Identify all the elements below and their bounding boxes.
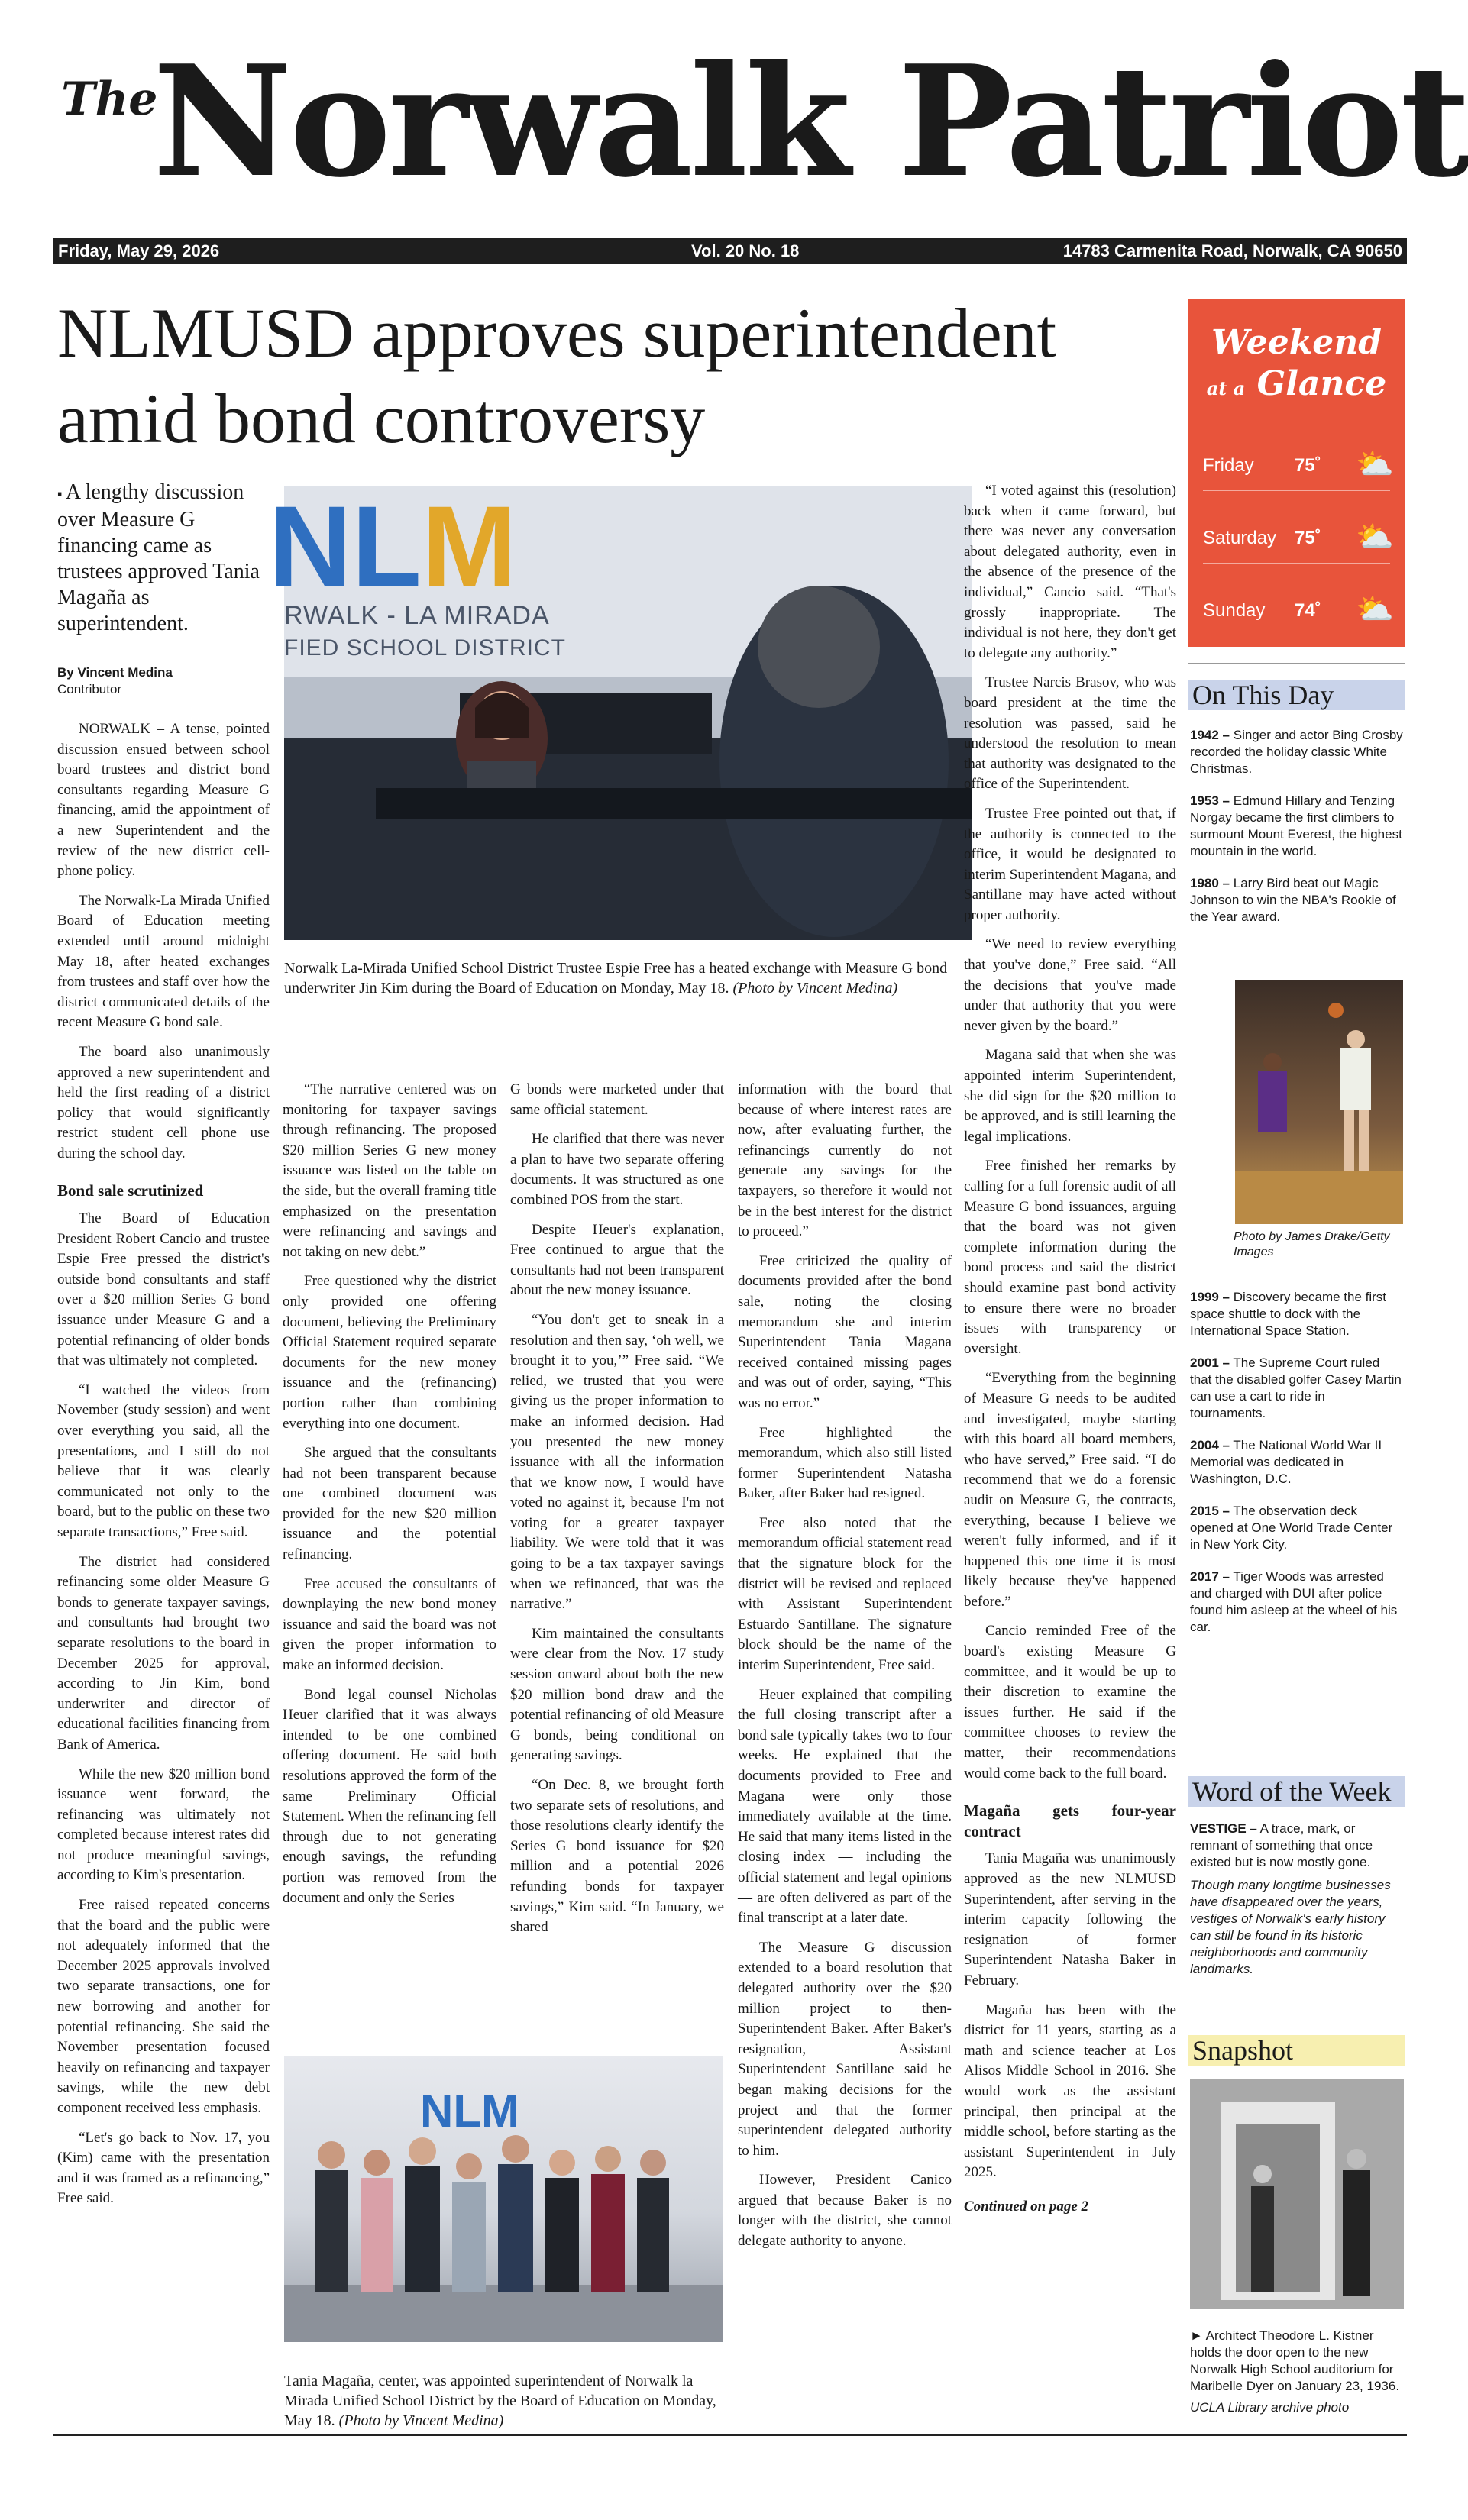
event-text: The National World War II Memorial was dedicated in Washington, D.C. (1190, 1438, 1382, 1486)
bullet-icon: ▪ (57, 486, 66, 502)
event-year: 2004 – (1190, 1438, 1230, 1452)
snapshot-credit: UCLA Library archive photo (1190, 2400, 1350, 2415)
paragraph: The Measure G discussion extended to a board resolution that delegated authority over the $20 million project to then-Superintendent Baker. After Baker's resignation, Assistant Superintendent Santillane said he began making decisions for the project and that the former superintendent delegated authority to him. (738, 1939, 952, 2159)
byline-author: By Vincent Medina (57, 665, 173, 680)
paragraph: “You don't get to sneak in a resolution and then say, ‘oh well, we brought it to you,’” Free said. “We relied, we trusted that you were giving us the proper information to make an informed decision. Had you presented the new money issuance with all the information that we know now, I would have voted no against it, because I'm not voting for a greater taxpayer liability. We were told that it was going to be a tax taxpayer savings when we refinanced, that was the narrative.” (510, 1311, 724, 1613)
word-example: Though many longtime businesses have disappeared over the years, vestiges of Norwalk's early history can still be found in its historic neighborhoods and community landmarks. (1190, 1878, 1391, 1976)
subhead-bond-sale: Bond sale scrutinized (57, 1181, 204, 1200)
photo2-caption (284, 2371, 723, 2431)
paragraph: “The narrative centered was on monitoring for taxpayer savings through refinancing. The proposed $20 million Series G new money issuance was listed on the table on the side, but the overall framing title emphasized on the presentation were refinancing and savings and not taking on new debt.” (283, 1081, 496, 1260)
weekend-title-top: Weekend (1211, 323, 1382, 362)
event-year: 1999 – (1190, 1290, 1230, 1304)
photo-superintendent-group (284, 2056, 723, 2342)
paragraph: “I watched the videos from November (study session) and went over everything you said, all the presentations, and I still do not believe that it was clearly communicated not only to the board, but to the public on these two separate transactions,” Free said. (57, 1381, 270, 1540)
article-column-3 (510, 1080, 724, 1947)
weather-row-friday (1203, 444, 1394, 491)
on-this-day-item (1190, 1569, 1404, 1636)
event-text: Edmund Hillary and Tenzing Norgay became the first climbers to surmount Mount Everest, the highest mountain in the world. (1190, 793, 1402, 858)
paragraph: “On Dec. 8, we brought forth two separate sets of resolutions, and those resolutions clearly identify the Series G bond issuance for $20 million and a potential 2026 refunding bonds for taxpayer savings,” Kim said. “In January, we shared (510, 1777, 724, 1936)
byline (57, 664, 271, 698)
paragraph: Magana said that when she was appointed interim Superintendent, she did sign for the $20 million to be approved, and is still learning the legal implications. (964, 1047, 1176, 1145)
partly-cloudy-icon: ⛅ (1356, 520, 1394, 554)
event-year: 1953 – (1190, 793, 1230, 808)
on-this-day-item (1190, 793, 1404, 860)
article-column-1 (57, 719, 270, 2218)
photo-basketball (1235, 980, 1403, 1224)
word-term: VESTIGE – (1190, 1821, 1257, 1836)
event-year: 2017 – (1190, 1569, 1230, 1584)
weather-day: Saturday (1203, 528, 1277, 548)
on-this-day-list-b (1190, 1289, 1404, 1651)
photo1-credit: (Photo by Vincent Medina) (732, 980, 898, 997)
paragraph: He clarified that there was never a plan to have two separate offering documents. It was structured as one combined POS from the start. (510, 1131, 724, 1208)
paragraph: information with the board that because of where interest rates are now, after evaluating further, the refinancings currently do not generate any savings for the taxpayers, so therefore it would not be in the best interest for the district to proceed.” (738, 1081, 952, 1240)
word-of-week-title: Word of the Week (1188, 1776, 1405, 1807)
play-arrow-icon: ► (1190, 2328, 1206, 2343)
weather-temp: 74˚ (1295, 600, 1321, 621)
paragraph: Free also noted that the memorandum official statement read that the signature block for the district will be revised and replaced with Assistant Superintendent Estuardo Santillane. The signature block should be the name of the interim Superintendent, Free said. (738, 1514, 952, 1674)
continued-link[interactable]: Continued on page 2 (964, 2198, 1089, 2215)
paragraph: The Board of Education President Robert Cancio and trustee Espie Free pressed the district's outside bond consultants and staff over a $20 million Series G bond issuance under Measure G and a potential refinancing of older bonds that was ultimately not completed. (57, 1210, 270, 1369)
paragraph: Despite Heuer's explanation, Free continued to argue that the consultants had not been transparent about the new money issuance. (510, 1221, 724, 1299)
paragraph: Free finished her remarks by calling for a full forensic audit of all Measure G bond issuances, arguing that the board was not given complete information during the bond process and said the district should examine past bond activity to ensure there were no broader issues with transparency or oversight. (964, 1158, 1176, 1357)
paragraph: She argued that the consultants had not been transparent because one combined document was provided for the new $20 million issuance and the potential refinancing. (283, 1445, 496, 1563)
event-year: 2001 – (1190, 1355, 1230, 1370)
article-column-2 (283, 1080, 496, 1917)
photo-snapshot-archive (1190, 2079, 1404, 2309)
issue-date: Friday, May 29, 2026 (58, 241, 220, 260)
event-year: 2015 – (1190, 1504, 1230, 1518)
event-text: Discovery became the first space shuttle to dock with the International Space Station. (1190, 1290, 1387, 1338)
snapshot-title: Snapshot (1188, 2035, 1405, 2066)
photo1-sign-line2: FIED SCHOOL DISTRICT (284, 635, 566, 661)
photo-board-meeting (269, 482, 972, 940)
photo1-caption-text: Norwalk La-Mirada Unified School District Trustee Espie Free has a heated exchange with Measure G bond underwriter Jin Kim during the Board of Education on Monday, May 18. (284, 960, 948, 997)
partly-cloudy-icon: ⛅ (1356, 447, 1394, 481)
subhead-magana-contract: Magaña gets four-year contract (964, 1801, 1176, 1840)
photo2-caption-text: Tania Magaña, center, was appointed superintendent of Norwalk la Mirada Unified School District by the Board of Education on Monday, May 18. (284, 2373, 716, 2429)
paragraph: “Everything from the beginning of Measure G needs to be audited and investigated, maybe starting with this board all board members, who have served,” Free said. “I do recommend that we do a forensic audit on Measure G, the contracts, everything, because I believe we weren't fully informed, and if it happened this one time it is most likely because they've happened before.” (964, 1370, 1176, 1610)
headline: NLMUSD approves superintendent amid bond controversy (57, 294, 1057, 457)
paragraph: Trustee Free pointed out that, if the authority is connected to the office, it would be designated to interim Superintendent Magana, and Santillane may have acted without proper authority. (964, 805, 1176, 923)
weekend-at-a-glance (1188, 299, 1405, 647)
snapshot-caption (1190, 2328, 1404, 2416)
paragraph: The Norwalk-La Mirada Unified Board of Education meeting extended until around midnight May 18, after heated exchanges from trustees and staff over how the district communicated details of the recent Measure G bond sale. (57, 892, 270, 1031)
on-this-day-item (1190, 1289, 1404, 1339)
weather-day: Friday (1203, 455, 1254, 476)
weekend-title-bottom: Glance (1256, 364, 1387, 403)
paragraph: NORWALK – A tense, pointed discussion ensued between school board trustees and district bond consultants regarding Measure G financing, amid the appointment of a new Superintendent and the review of the new district cell-phone policy. (57, 721, 270, 880)
paragraph: Heuer explained that compiling the full closing transcript after a bond sale typically takes two to four weeks. He explained that the documents provided to Free and Magana were only those immediately available at the time. He said that many items listed in the closing index — including the official statement and legal opinions — are often delivered as part of the final transcript at a later date. (738, 1686, 952, 1927)
photo2-sign: NLM (420, 2085, 519, 2137)
on-this-day-item (1190, 1437, 1404, 1488)
bottom-rule (53, 2434, 1407, 2436)
paragraph: Free accused the consultants of downplaying the new bond money issuance and said the board was not given the proper information to make an informed decision. (283, 1575, 496, 1674)
on-this-day-item (1190, 875, 1404, 926)
byline-role: Contributor (57, 682, 122, 696)
event-text: Tiger Woods was arrested and charged with DUI after police found him asleep at the wheel of his car. (1190, 1569, 1398, 1634)
on-this-day-item (1190, 727, 1404, 777)
partly-cloudy-icon: ⛅ (1356, 593, 1394, 626)
weather-row-sunday (1203, 590, 1394, 635)
divider (1188, 663, 1405, 664)
paragraph: Tania Magaña was unanimously approved as the new NLMUSD Superintendent, after serving in the interim capacity following the resignation of former Superintendent Natasha Baker in February. (964, 1850, 1176, 1989)
paragraph: The district had considered refinancing some older Measure G bonds to generate taxpayer savings, and consultants had brought two separate resolutions to the board in December 2025 for approval, according to Jin Kim, bond underwriter and director of educational facilities financing from Bank of America. (57, 1553, 270, 1753)
word-of-week-body (1190, 1821, 1404, 1978)
on-this-day-item (1190, 1355, 1404, 1422)
article-column-5 (964, 481, 1176, 2218)
paragraph: Free criticized the quality of documents provided after the bond sale, noting the closing memorandum she and interim Superintendent Tania Magana received contained missing pages and was out of order, saying, “This was no error.” (738, 1252, 952, 1411)
deck (57, 480, 267, 637)
archive-photo-illustration (1190, 2079, 1404, 2309)
paragraph: While the new $20 million bond issuance went forward, the refinancing was ultimately not completed because interest rates did not produce meaningful savings, according to Kim's presentation. (57, 1766, 270, 1884)
article-column-4 (738, 1080, 952, 2261)
on-this-day-title: On This Day (1188, 680, 1405, 710)
on-this-day-item (1190, 1503, 1404, 1553)
paragraph: Free raised repeated concerns that the board and the public were not adequately informed that the December 2025 approvals involved two separate transactions, one for new borrowing and another for potential refinancing. She said the November presentation focused heavily on refinancing and taxpayer savings, while the new debt component received less emphasis. (57, 1897, 270, 2116)
svg-text:NL: NL (269, 482, 422, 610)
paragraph: Trustee Narcis Brasov, who was board president at the time the resolution was passed, said he understood the resolution to mean that authority was designated to the office of the Superintendent. (964, 674, 1176, 793)
event-text: The Supreme Court ruled that the disabled golfer Casey Martin can use a cart to ride in tournaments. (1190, 1355, 1402, 1420)
masthead-the: The (61, 73, 158, 126)
paragraph: Magaña has been with the district for 11 years, starting as a math and science teacher at Los Alisos Middle School in 2016. She would work as the assistant principal, then principal at the middle school, before starting as the assistant Superintendent in July 2025. (964, 2001, 1176, 2181)
photo1-sign-line1: RWALK - LA MIRADA (284, 601, 550, 630)
photo-credit-getty: Photo by James Drake/Getty Images (1234, 1230, 1390, 1258)
photo1-caption (284, 958, 956, 998)
paragraph: However, President Canico argued that because Baker is no longer with the district, she cannot delegate authority to anyone. (738, 2172, 952, 2250)
paragraph: “Let's go back to Nov. 17, you (Kim) came with the presentation and it was framed as a refinancing,” Free said. (57, 2129, 270, 2207)
event-year: 1980 – (1190, 876, 1230, 890)
on-this-day-list-a (1190, 727, 1404, 941)
deck-text: A lengthy discussion over Measure G financing came as trustees approved Tania Magaña as superintendent. (57, 480, 260, 635)
paragraph: The board also unanimously approved a new superintendent and held the first reading of a district policy that would significantly restrict student cell phone use during the school day. (57, 1043, 270, 1161)
weather-temp: 75˚ (1295, 528, 1321, 548)
weather-day: Sunday (1203, 600, 1266, 621)
weather-row-saturday (1203, 517, 1394, 564)
office-address: 14783 Carmenita Road, Norwalk, CA 90650 (1062, 241, 1402, 260)
dateline-bar (53, 238, 1407, 264)
event-text: Singer and actor Bing Crosby recorded the holiday classic White Christmas. (1190, 728, 1403, 776)
event-text: Larry Bird beat out Magic Johnson to win the NBA's Rookie of the Year award. (1190, 876, 1396, 924)
photo2-credit: (Photo by Vincent Medina) (338, 2412, 504, 2429)
snapshot-caption-text: Architect Theodore L. Kistner holds the door open to the new Norwalk High School auditorium for Maribelle Dyer on January 23, 1936. (1190, 2328, 1400, 2393)
board-meeting-illustration (269, 482, 972, 940)
basketball-illustration (1235, 980, 1403, 1224)
svg-text:M: M (422, 482, 517, 610)
weekend-title-at: at a (1206, 377, 1246, 399)
weekend-title (1188, 322, 1405, 409)
weather-temp: 75˚ (1295, 455, 1321, 476)
paragraph: “We need to review everything that you've done,” Free said. “All the decisions that you've made under that authority that you were never given by the board.” (964, 936, 1176, 1034)
paragraph: G bonds were marketed under that same official statement. (510, 1081, 724, 1118)
word-definition: A trace, mark, or remnant of something that once existed but is now mostly gone. (1190, 1821, 1373, 1869)
volume-number: Vol. 20 No. 18 (691, 241, 800, 260)
paragraph: Free highlighted the memorandum, which also still listed former Superintendent Natasha Baker, after Baker had resigned. (738, 1424, 952, 1502)
paragraph: Bond legal counsel Nicholas Heuer clarified that it was always intended to be one combined offering document. He said both resolutions approved the form of the same Preliminary Official Statement. When the refinancing fell through due to not generating enough savings, the refunding portion was removed from the document and only the Series (283, 1686, 496, 1906)
paragraph: Kim maintained the consultants were clear from the Nov. 17 study session onward about both the new $20 million bond draw and the potential refinancing of old Measure G bonds, being conditional on generating savings. (510, 1625, 724, 1764)
event-year: 1942 – (1190, 728, 1230, 742)
paragraph: Free questioned why the district only provided one offering document, believing the Preliminary Official Statement required separate documents for the new money issuance and the (refinancing) portion rather than combining everything into one document. (283, 1273, 496, 1432)
paragraph: “I voted against this (resolution) back when it came forward, but there was never any conversation about delegated authority, even in the absence of the presence of the individual,” Cancio said. “That's grossly inappropriate. The individual is not here, they don't get to delegate any authority.” (964, 483, 1176, 661)
paragraph: Cancio reminded Free of the board's existing Measure G committee, and it would be up to their discretion to examine the issues further. He said if the committee chooses to review the matter, their recommendations would come back to the full board. (964, 1623, 1176, 1782)
masthead-title: Norwalk Patriot (153, 32, 1468, 212)
event-text: The observation deck opened at One World Trade Center in New York City. (1190, 1504, 1393, 1552)
